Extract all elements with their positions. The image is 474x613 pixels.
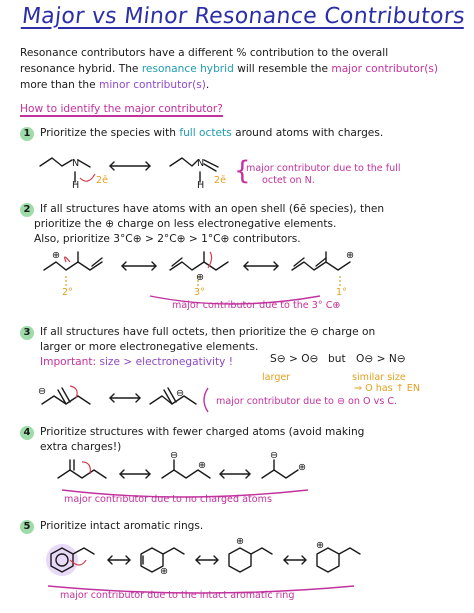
o-vs-n-comparison: O⊖ > N⊖: [356, 353, 406, 365]
rule-5-line-1: Prioritize intact aromatic rings.: [40, 520, 204, 532]
c-plus-5b: ⊕: [236, 536, 245, 547]
bullet-4: 4: [20, 426, 34, 440]
c-plus-4b: ⊕: [298, 462, 307, 473]
resonance-arrow-5a: [108, 556, 130, 564]
resonance-arrow-5c: [284, 556, 306, 564]
c-plus-4a: ⊕: [198, 460, 207, 471]
page-title: Major vs Minor Resonance Contributors: [20, 4, 467, 29]
rule-4-line-2: extra charges!): [40, 441, 122, 453]
major-contributor-term: major contributor(s): [331, 63, 439, 75]
rule-4-line-1: Prioritize structures with fewer charged atoms (avoid making: [40, 426, 365, 438]
c-plus-5a: ⊕: [160, 566, 169, 577]
note-1-line-1: major contributor due to the full: [246, 163, 401, 174]
label-3-degree: 3°: [194, 287, 205, 298]
note-5: major contributor due to the intact aromatic ring: [60, 590, 295, 601]
bullet-5: 5: [20, 520, 34, 534]
similar-size-label: similar size: [352, 372, 406, 383]
section-heading: How to identify the major contributor?: [20, 103, 223, 115]
note-3: major contributor due to ⊖ on O vs C.: [216, 396, 398, 407]
quinoid-form-2: [229, 548, 272, 572]
intro-line-2: resonance hybrid. The resonance hybrid will resemble the major contributor(s): [20, 63, 439, 75]
bullet-2: 2: [20, 203, 34, 217]
intro-line-1: Resonance contributors have a different % contribution to the overall: [20, 47, 389, 59]
bullet-1: 1: [20, 127, 34, 141]
o-minus-4a: ⊖: [170, 450, 179, 461]
rule-1-text: Prioritize the species with full octets around atoms with charges.: [40, 127, 384, 139]
o-minus-3: ⊖: [38, 386, 47, 397]
rule-3-important: Important: size > electronegativity !: [40, 356, 233, 368]
c-plus-5c: ⊕: [316, 540, 325, 551]
larger-label: larger: [262, 372, 291, 383]
minor-contributor-term: minor contributor(s): [99, 79, 206, 91]
c-minus-3: ⊖: [176, 388, 185, 399]
note-4: major contributor due to no charged atoms: [64, 494, 272, 505]
note-2: major contributor due to the 3° C⊕: [172, 300, 341, 311]
rule-2-line-2: prioritize the ⊕ charge on less electronegative elements.: [34, 218, 337, 230]
resonance-hybrid-term: resonance hybrid: [141, 63, 234, 75]
bullet-3: 3: [20, 326, 34, 340]
resonance-arrow-5b: [196, 556, 218, 564]
h-atom-right: H: [197, 180, 205, 191]
note-1-line-2: octet on N.: [262, 175, 315, 186]
n-atom-right: N: [197, 158, 205, 169]
label-1-degree: 1°: [336, 287, 347, 298]
rule-3-line-1: If all structures have full octets, then prioritize the ⊖ charge on: [40, 326, 376, 338]
two-electrons-right: 2ē: [214, 175, 227, 186]
o-higher-en-label: ⇒ O has ↑ EN: [354, 383, 421, 394]
n-atom-left: N: [72, 158, 80, 169]
plus-charge-2b: ⊕: [196, 272, 205, 283]
label-2-degree: 2°: [62, 287, 73, 298]
rule-2-line-1: If all structures have atoms with an open shell (6ē species), then: [40, 203, 385, 215]
intro-line-3: more than the minor contributor(s).: [20, 79, 210, 91]
s-vs-o-comparison: S⊖ > O⊖: [270, 353, 319, 365]
brace-1: {: [234, 156, 251, 186]
rule-2-line-3: Also, prioritize 3°C⊕ > 2°C⊕ > 1°C⊕ contributors.: [34, 233, 301, 245]
plus-charge-2c: ⊕: [346, 250, 355, 261]
but-word: but: [328, 353, 346, 365]
two-electrons-left: 2ē: [96, 175, 109, 186]
rule-3-line-2: larger or more electronegative elements.: [40, 341, 259, 353]
o-minus-4b: ⊖: [270, 450, 279, 461]
plus-charge-2a: ⊕: [52, 250, 61, 261]
h-atom-left: H: [72, 180, 80, 191]
quinoid-form-3: [317, 548, 360, 572]
